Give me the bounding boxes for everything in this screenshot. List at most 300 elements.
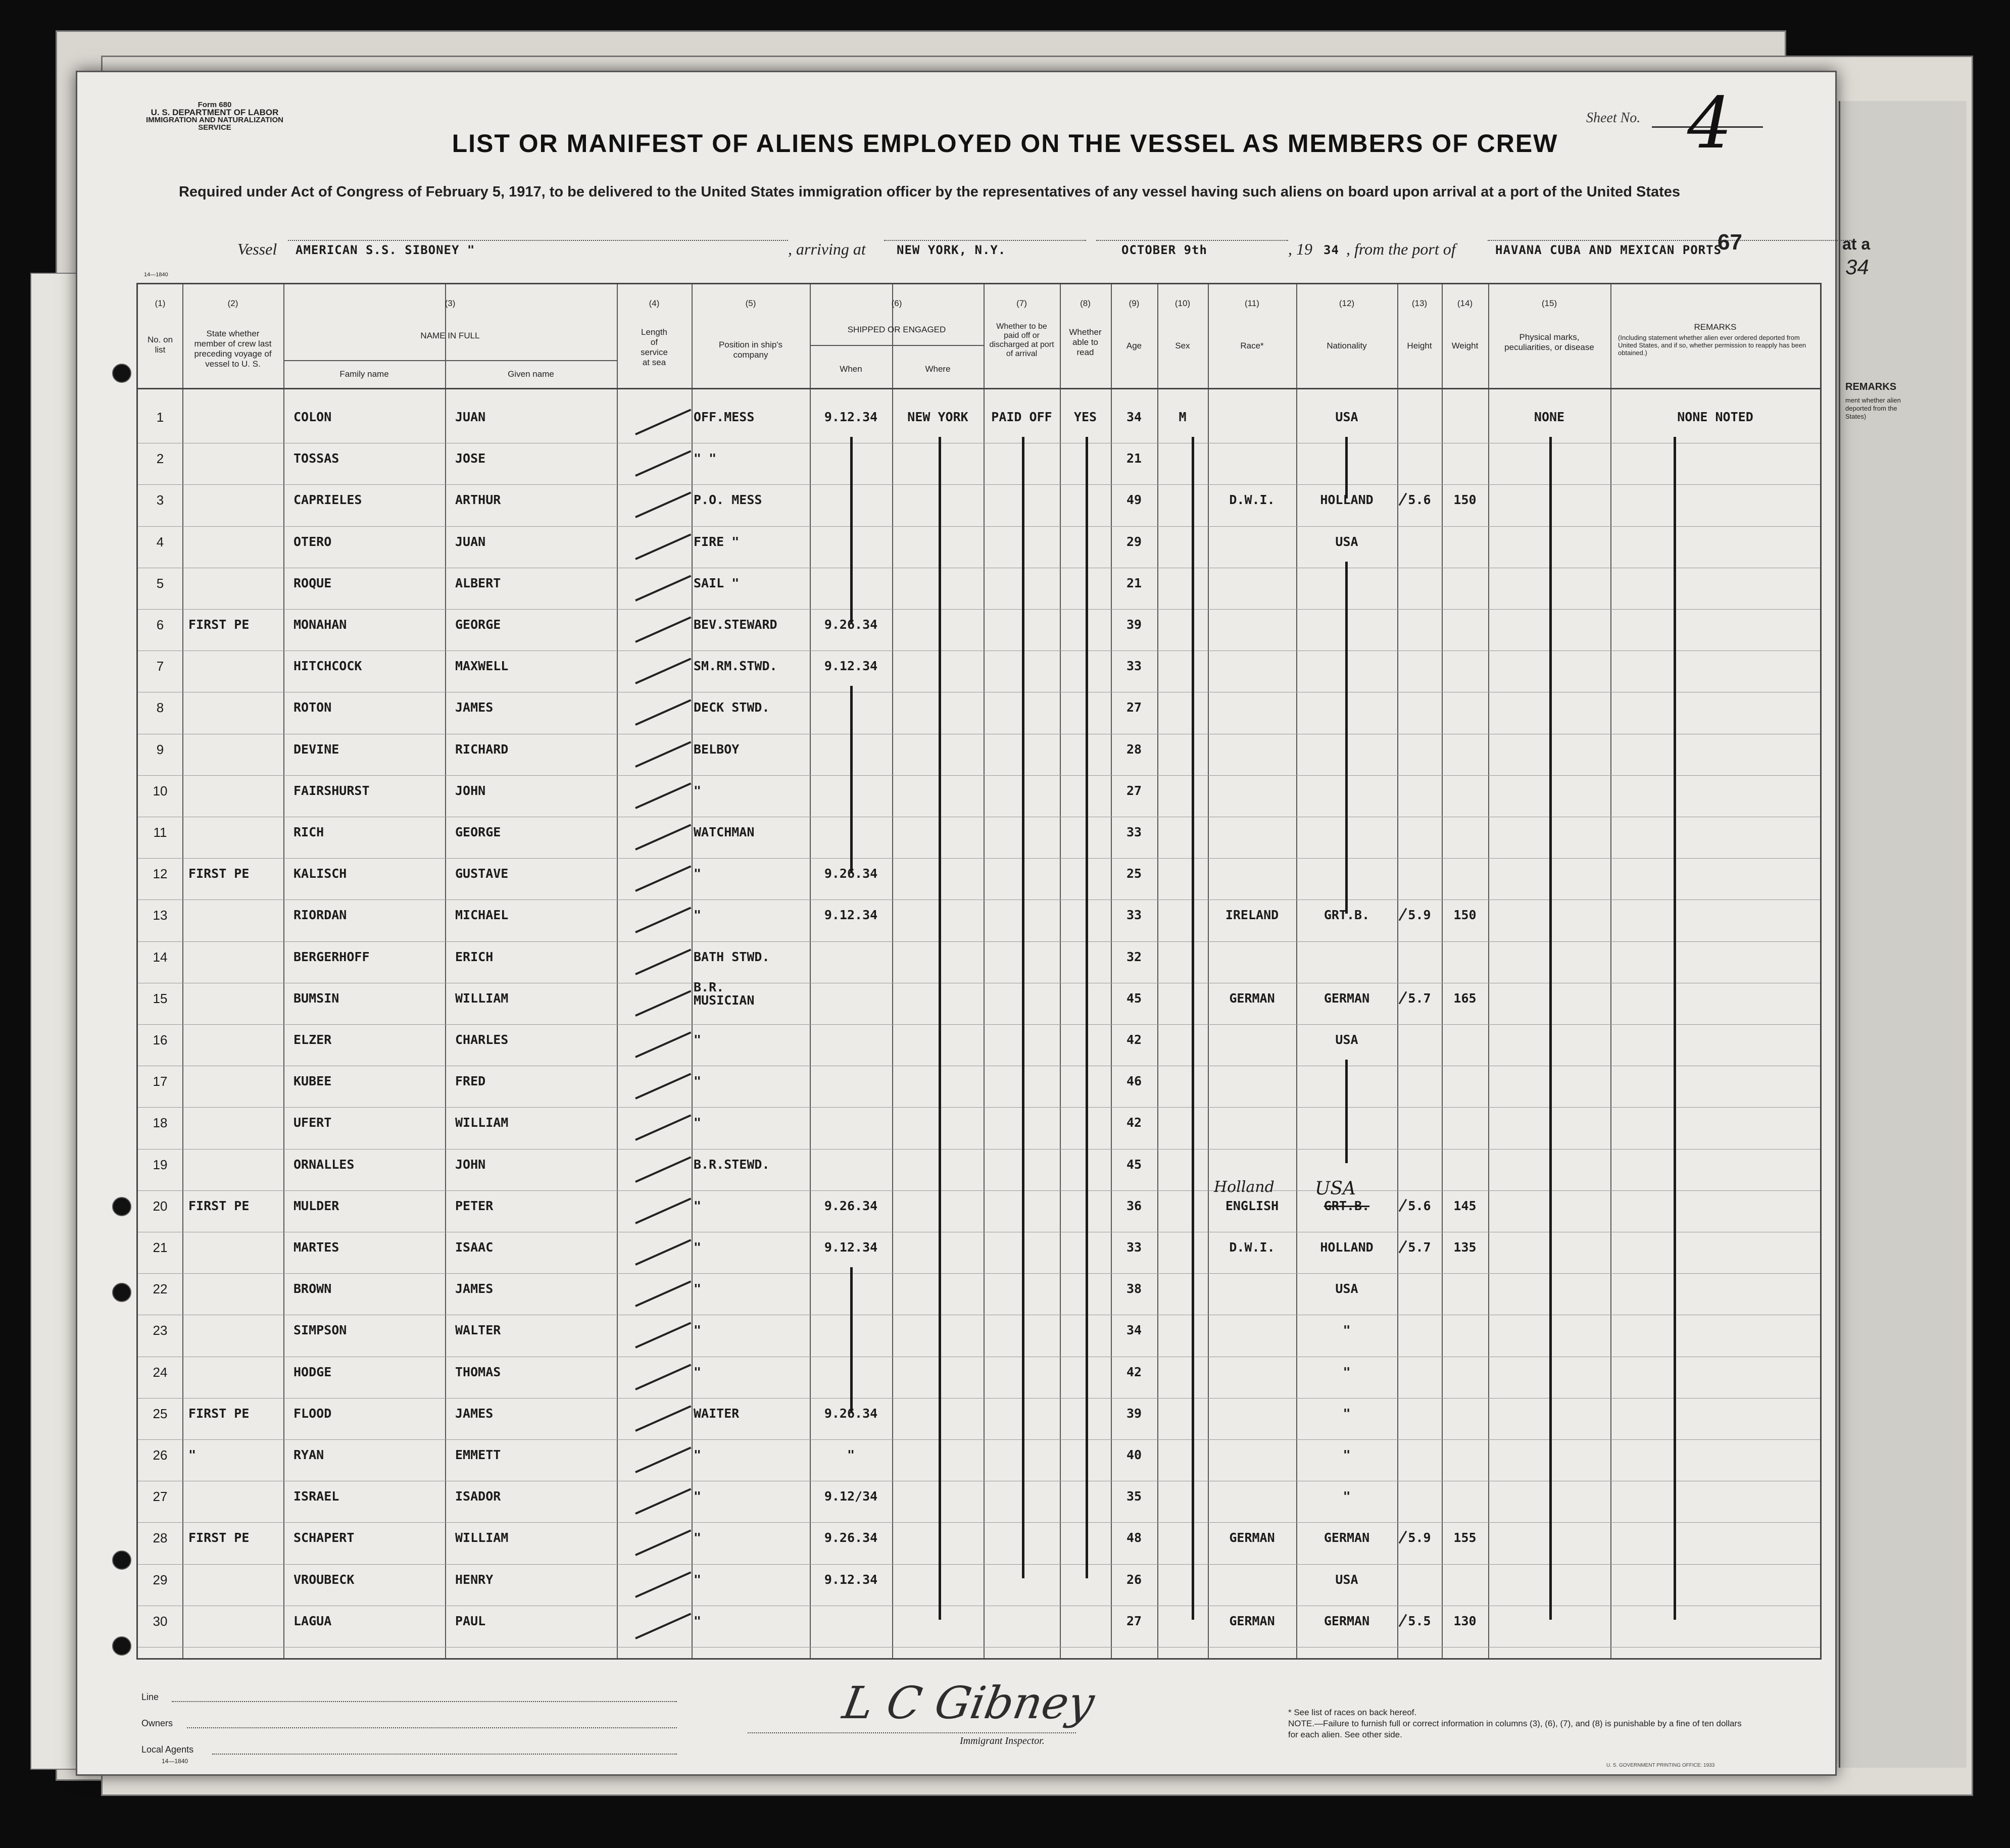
vessel-line [212,240,1722,265]
cell-physical-marks: NONE [1534,410,1565,424]
cell-height: 5.7 [1408,1240,1431,1255]
cell-weight: 150 [1453,492,1477,508]
header-label: Whether to be paid off or discharged at port of arrival [989,322,1054,358]
cell-nationality: HOLLAND [1320,492,1374,508]
cell-given-name: WILLIAM [455,1530,509,1545]
header-col-number: (7) [1016,298,1027,308]
cell-row-number: 9 [156,741,164,757]
cell-position: " [694,783,702,798]
cell-given-name: THOMAS [455,1364,501,1379]
header-able-read [1060,284,1111,388]
name-subdivider [283,360,617,361]
cell-age: 34 [1126,1323,1142,1338]
footer-agents-blank [212,1754,677,1755]
sheet-number-label: Sheet No. [1586,110,1641,126]
cell-position: " [694,1032,702,1047]
cell-age: 27 [1126,783,1142,798]
cell-height: 5.6 [1408,1198,1431,1213]
cell-age: 33 [1126,908,1142,923]
cell-given-name: ARTHUR [455,492,501,508]
header-label: No. on list [147,335,173,355]
cell-row-number: 21 [153,1240,168,1255]
cell-shipped-when: 9.12.34 [824,410,878,424]
cell-family-name: HITCHCOCK [293,659,362,674]
cell-shipped-when: 9.12/34 [824,1489,878,1504]
cell-age: 39 [1126,1406,1142,1421]
cell-given-name: JOSE [455,451,486,466]
cell-prev-voyage: FIRST PE [188,866,250,881]
races-note: * See list of races on back hereof. [1288,1708,1417,1717]
year-suffix: 34 [1323,243,1339,257]
cell-position: B.R. MUSICIAN [694,979,755,1008]
cell-race: D.W.I. [1229,1240,1275,1255]
cell-family-name: VROUBECK [293,1572,355,1587]
cell-row-number: 30 [153,1613,168,1629]
cell-height: 5.9 [1408,908,1431,923]
sex-ditto-line [1192,437,1194,1620]
row-rule [138,1273,1820,1274]
cell-given-name: HENRY [455,1572,494,1587]
cell-row-number: 29 [153,1572,168,1587]
cell-family-name: RIORDAN [293,908,347,923]
cell-row-number: 23 [153,1323,168,1338]
cell-age: 32 [1126,949,1142,964]
cell-family-name: CAPRIELES [293,492,362,508]
col-divider [1208,284,1297,1658]
cell-position: SM.RM.STWD. [694,659,777,674]
cell-position: " [694,866,702,881]
header-sex [1157,284,1208,388]
cell-row-number: 25 [153,1406,168,1421]
cell-race: GERMAN [1229,990,1275,1006]
row-rule [138,1522,1820,1523]
header-no [138,284,182,388]
cell-given-name: GEORGE [455,825,501,839]
header-label: SHIPPED OR ENGAGED [847,325,946,334]
header-col-number: (9) [1129,298,1140,308]
cell-row-number: 2 [156,451,164,467]
arriving-port: NEW YORK, N.Y. [897,243,1006,257]
cell-race: GERMAN [1229,1530,1275,1545]
handwritten-race-correction: Holland [1214,1178,1274,1196]
form-number: Form 680 [198,101,232,109]
nationality-ditto-line [1345,1060,1348,1163]
cell-position: SAIL " [694,575,740,590]
cell-age: 42 [1126,1032,1142,1047]
cell-given-name: ERICH [455,949,494,964]
header-col-number: (8) [1080,298,1091,308]
cell-given-name: JAMES [455,1406,494,1421]
cell-able-to-read: YES [1073,410,1097,424]
cell-nationality: GERMAN [1323,1530,1370,1545]
cell-family-name: KALISCH [293,866,347,881]
col-divider [1610,284,1820,1658]
cell-row-number: 14 [153,949,168,965]
cell-family-name: HODGE [293,1364,332,1379]
cell-position: OFF.MESS [694,410,755,424]
cell-family-name: ISRAEL [293,1489,339,1504]
header-label: Race* [1240,341,1264,351]
cell-row-number: 20 [153,1198,168,1214]
service-name: IMMIGRATION AND NATURALIZATION SERVICE [146,116,283,132]
cell-given-name: JAMES [455,1281,494,1296]
cell-height: 5.5 [1408,1613,1431,1628]
cell-position: FIRE " [694,534,740,549]
cell-row-number: 6 [156,617,164,632]
when-ditto-line [850,437,853,623]
cell-nationality: USA [1335,1281,1358,1296]
page-count: 67 [1718,230,1742,255]
cell-weight: 155 [1453,1530,1477,1545]
cell-prev-voyage: FIRST PE [188,1406,250,1421]
cell-family-name: SCHAPERT [293,1530,355,1545]
row-rule [138,941,1820,942]
header-label: Whether able to read [1069,327,1102,357]
cell-row-number: 18 [153,1115,168,1131]
cell-row-number: 15 [153,990,168,1006]
arrival-date: OCTOBER 9th [1121,243,1207,257]
row-rule [138,1190,1820,1191]
punch-hole [112,1197,131,1216]
sheet-number-value: 4 [1687,82,1733,165]
cell-family-name: TOSSAS [293,451,339,466]
marks-ditto-line [1549,437,1552,1620]
form-number-block [131,101,298,131]
cell-prev-voyage: FIRST PE [188,1198,250,1213]
header-col-number: (13) [1411,298,1428,308]
manifest-subtitle: Required under Act of Congress of February 5, 1917, to be delivered to the United States immigration officer by the representatives of any vessel having such aliens on board upon arrival at a port of the United States [178,184,1681,200]
cell-race: IRELAND [1225,908,1279,923]
cell-weight: 135 [1453,1240,1477,1255]
cell-row-number: 11 [153,825,167,840]
cell-age: 45 [1126,1157,1142,1172]
cell-given-name: WILLIAM [455,1115,509,1130]
remarks-ditto-line [1674,437,1676,1620]
cell-given-name: CHARLES [455,1032,509,1047]
row-rule [138,526,1820,527]
cell-position: BATH STWD. [694,949,770,964]
cell-position: " [694,1530,702,1545]
cell-family-name: OTERO [293,534,332,549]
cell-nationality: " [1343,1323,1351,1338]
vessel-label: Vessel [237,240,277,258]
cell-age: 35 [1126,1489,1142,1504]
footer-line-blank [172,1701,677,1702]
cell-family-name: RYAN [293,1447,324,1462]
cell-shipped-when: 9.26.34 [824,1406,878,1421]
cell-shipped-when: " [847,1447,855,1462]
cell-nationality: " [1343,1447,1351,1462]
where-ditto-line [939,437,941,1620]
cell-sex: M [1179,410,1187,424]
paid-ditto-line [1022,437,1024,1578]
department-name: U. S. DEPARTMENT OF LABOR [151,108,279,117]
header-label: Sex [1175,341,1190,351]
cell-position: " [694,1572,702,1587]
cell-given-name: PETER [455,1198,494,1213]
cell-age: 27 [1126,700,1142,715]
header-physical-marks [1488,284,1610,388]
cell-family-name: ORNALLES [293,1157,355,1172]
cell-row-number: 3 [156,492,164,508]
cell-prev-voyage: " [188,1447,197,1462]
header-given-name: Given name [508,369,554,379]
when-ditto-line [850,1267,853,1412]
col-divider [1397,284,1443,1658]
cell-given-name: GUSTAVE [455,866,509,881]
cell-shipped-when: 9.26.34 [824,1530,878,1545]
from-port-label: , from the port of [1346,240,1456,258]
cell-shipped-where: NEW YORK [907,410,968,424]
inspector-signature: L C Gibney [839,1677,1099,1729]
cell-row-number: 7 [156,659,164,674]
row-rule [138,1439,1820,1440]
read-ditto-line [1086,437,1088,1578]
cell-age: 29 [1126,534,1142,549]
cell-position: BEV.STEWARD [694,617,777,632]
adjacent-sheet-remarks: REMARKS [1845,381,1897,392]
shipped-subdivider [810,345,984,346]
cell-nationality: GERMAN [1323,990,1370,1006]
cell-age: 46 [1126,1074,1142,1089]
header-where: Where [925,364,951,374]
nationality-ditto-line [1345,562,1348,914]
header-label: Age [1126,341,1142,351]
cell-age: 25 [1126,866,1142,881]
date-line [1096,240,1288,241]
cell-weight: 145 [1453,1198,1477,1213]
punch-hole [112,1551,131,1570]
cell-race: GERMAN [1229,1613,1275,1628]
cell-position: WATCHMAN [694,825,755,839]
cell-row-number: 10 [153,783,168,798]
cell-age: 33 [1126,1240,1142,1255]
row-rule [138,484,1820,485]
when-ditto-line [850,686,853,872]
printer-imprint: U. S. GOVERNMENT PRINTING OFFICE: 1933 [1606,1763,1715,1768]
cell-nationality: GERMAN [1323,1613,1370,1628]
cell-given-name: ALBERT [455,575,501,590]
cell-family-name: MONAHAN [293,617,347,632]
cell-family-name: FLOOD [293,1406,332,1421]
cell-position: " [694,1240,702,1255]
cell-row-number: 28 [153,1530,168,1546]
cell-family-name: SIMPSON [293,1323,347,1338]
handwritten-nationality-correction: USA [1315,1178,1356,1199]
header-when: When [840,364,862,374]
header-label: Physical marks, peculiarities, or disease [1504,332,1594,352]
cell-age: 45 [1126,990,1142,1006]
row-rule [138,1564,1820,1565]
header-col-number: (15) [1541,298,1557,308]
cell-position: BELBOY [694,741,740,757]
cell-shipped-when: 9.12.34 [824,659,878,674]
cell-given-name: GEORGE [455,617,501,632]
cell-given-name: ISAAC [455,1240,494,1255]
adjacent-sheet-edge [1839,101,1967,1768]
cell-age: 27 [1126,1613,1142,1628]
cell-age: 42 [1126,1364,1142,1379]
cell-nationality: USA [1335,1032,1358,1047]
cell-family-name: RICH [293,825,324,839]
cell-nationality: USA [1335,410,1358,424]
cell-position: DECK STWD. [694,700,770,715]
cell-given-name: JOHN [455,1157,486,1172]
manifest-table [136,283,1822,1660]
header-col-number: (12) [1339,298,1355,308]
header-position [692,284,810,388]
cell-height: 5.9 [1408,1530,1431,1545]
header-label: NAME IN FULL [420,331,480,340]
header-label: REMARKS [1694,322,1737,332]
header-shipped [810,284,984,388]
cell-family-name: ELZER [293,1032,332,1047]
inspector-label: Immigrant Inspector. [960,1735,1045,1746]
cell-family-name: BUMSIN [293,990,339,1006]
header-name [283,284,617,388]
adjacent-sheet-year: 34 [1845,255,1869,279]
cell-age: 49 [1126,492,1142,508]
cell-given-name: WILLIAM [455,990,509,1006]
cell-nationality: GRT.B. [1323,1198,1370,1213]
row-rule [138,1149,1820,1150]
cell-position: " [694,1323,702,1338]
header-remarks [1610,284,1820,388]
cell-row-number: 1 [156,410,164,425]
punch-hole [112,1636,131,1656]
cell-nationality: USA [1335,534,1358,549]
header-col-number: (5) [745,298,756,308]
header-bottom-rule [138,388,1820,389]
cell-given-name: ISADOR [455,1489,501,1504]
cell-given-name: WALTER [455,1323,501,1338]
cell-given-name: EMMETT [455,1447,501,1462]
cell-position: " " [694,451,717,466]
cell-family-name: MULDER [293,1198,339,1213]
cell-position: " [694,1613,702,1628]
cell-weight: 130 [1453,1613,1477,1628]
row-rule [138,1024,1820,1025]
cell-family-name: MARTES [293,1240,339,1255]
cell-age: 21 [1126,451,1142,466]
form-code: 14—1840 [144,272,168,278]
cell-position: " [694,1198,702,1213]
cell-row-number: 12 [153,866,168,882]
footer-line-label: Line [141,1692,159,1702]
cell-row-number: 16 [153,1032,168,1047]
manifest-title: LIST OR MANIFEST OF ALIENS EMPLOYED ON THE VESSEL AS MEMBERS OF CREW [452,129,1558,158]
col-divider [1442,284,1489,1658]
cell-age: 26 [1126,1572,1142,1587]
cell-weight: 150 [1453,908,1477,923]
header-label: Height [1407,341,1432,351]
cell-given-name: JAMES [455,700,494,715]
header-col-number: (1) [155,298,166,308]
footer-agents-code: 14—1840 [162,1758,188,1765]
cell-row-number: 13 [153,908,168,923]
cell-position: " [694,1489,702,1504]
cell-age: 36 [1126,1198,1142,1213]
header-col-number: (10) [1174,298,1191,308]
nationality-ditto-line [1345,437,1348,498]
from-port: HAVANA CUBA AND MEXICAN PORTS [1495,243,1722,257]
cell-given-name: MICHAEL [455,908,509,923]
cell-row-number: 26 [153,1447,168,1463]
cell-nationality: " [1343,1489,1351,1504]
cell-prev-voyage: FIRST PE [188,1530,250,1545]
vessel-name-line [288,240,788,241]
header-col-number: (2) [227,298,238,308]
cell-age: 42 [1126,1115,1142,1130]
header-weight [1442,284,1488,388]
cell-family-name: LAGUA [293,1613,332,1628]
cell-row-number: 24 [153,1364,168,1380]
cell-shipped-when: 9.26.34 [824,617,878,632]
cell-given-name: MAXWELL [455,659,509,674]
cell-height: 5.7 [1408,990,1431,1006]
cell-nationality: HOLLAND [1320,1240,1374,1255]
cell-position: " [694,1364,702,1379]
cell-row-number: 27 [153,1489,168,1505]
cell-weight: 165 [1453,990,1477,1006]
cell-shipped-when: 9.26.34 [824,866,878,881]
cell-nationality: " [1343,1406,1351,1421]
header-col-number: (4) [649,298,660,308]
cell-position: P.O. MESS [694,492,762,508]
cell-age: 48 [1126,1530,1142,1545]
cell-given-name: PAUL [455,1613,486,1628]
cell-paid-off: PAID OFF [991,410,1052,424]
cell-family-name: UFERT [293,1115,332,1130]
row-rule [138,609,1820,610]
vessel-name: AMERICAN S.S. SIBONEY " [296,243,475,257]
footer-owners-blank [187,1727,677,1728]
cell-position: " [694,908,702,923]
cell-age: 33 [1126,659,1142,674]
header-remarks-sub: (Including statement whether alien ever ordered deported from United States, and if so, whether permission to reapply has been obtained.) [1618,334,1806,357]
cell-family-name: BERGERHOFF [293,949,370,964]
cell-position: " [694,1447,702,1462]
cell-given-name: JUAN [455,534,486,549]
cell-race: D.W.I. [1229,492,1275,508]
cell-given-name: JUAN [455,410,486,424]
adjacent-sheet-remarks-sub: ment whether alien deported from the States) [1845,396,1901,420]
row-rule [138,1398,1820,1399]
header-label: Nationality [1327,341,1367,351]
cell-family-name: FAIRSHURST [293,783,370,798]
punch-hole [112,1283,131,1302]
cell-given-name: JOHN [455,783,486,798]
header-prev-voyage [182,284,283,388]
header-height [1397,284,1442,388]
header-race [1208,284,1296,388]
penalty-note: NOTE.—Failure to furnish full or correct information in columns (3), (6), (7), and (8) is punishable by a fine of ten dollars for each alien. See other side. [1288,1719,1742,1739]
cell-family-name: ROQUE [293,575,332,590]
cell-row-number: 5 [156,575,164,591]
cell-given-name: RICHARD [455,741,509,757]
cell-shipped-when: 9.12.34 [824,1240,878,1255]
cell-shipped-when: 9.12.34 [824,908,878,923]
cell-age: 28 [1126,741,1142,757]
header-label: Position in ship's company [718,340,783,360]
cell-shipped-when: 9.26.34 [824,1198,878,1213]
cell-position: B.R.STEWD. [694,1157,770,1172]
cell-age: 39 [1126,617,1142,632]
header-label: State whether member of crew last preceding voyage of vessel to U. S. [194,329,272,369]
cell-position: " [694,1115,702,1130]
cell-age: 33 [1126,825,1142,839]
cell-family-name: COLON [293,410,332,424]
